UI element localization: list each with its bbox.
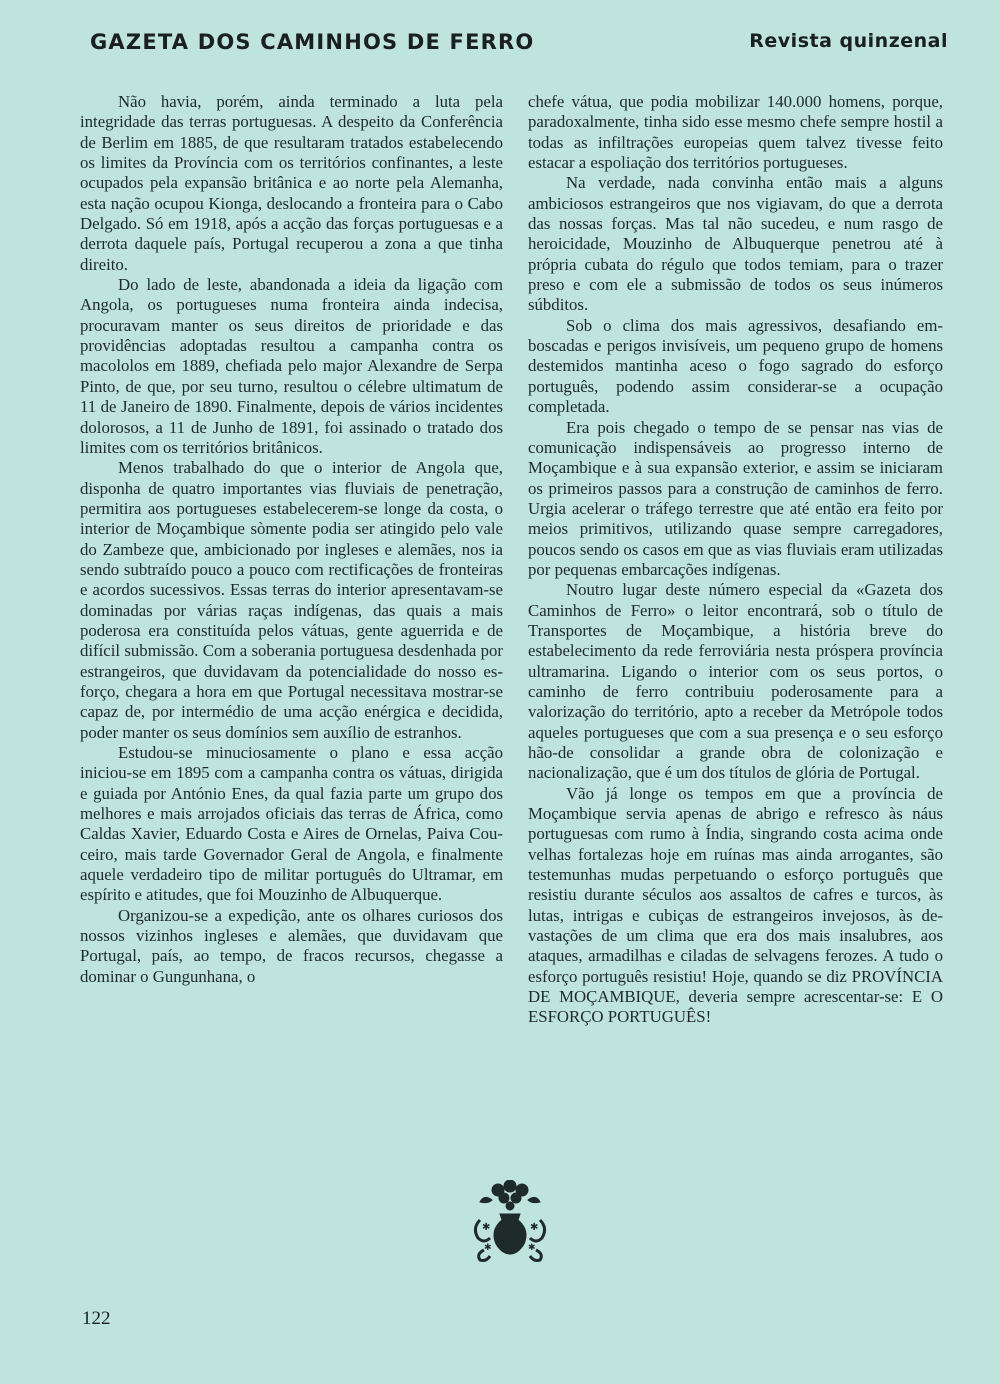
paragraph: chefe vátua, que podia mobilizar 140.000 homens, porque, paradoxalmente, tinha sido esse mesmo chefe sempre hostil a todas as infiltrações europeias quem talvez tivesse feito estacar a espoliação dos territórios portugueses. [528, 92, 943, 173]
publication-title: GAZETA DOS CAMINHOS DE FERRO [90, 30, 535, 54]
floral-vase-ornament-icon [470, 1180, 550, 1264]
svg-text:✱: ✱ [484, 1242, 492, 1252]
paragraph: Não havia, porém, ainda terminado a luta pela integridade das terras portuguesas. A despeito da Conferência de Berlim em 1885, de que resultaram tratados estabelecendo os limites da Província com os territórios confinantes, a leste ocupados pela expansão britânica e ao norte pela Alemanha, esta nação ocupou Kionga, deslocando a fronteira para o Cabo Delgado. Só em 1918, após a acção das forças portuguesas e a derrota daquele país, Portugal recuperou a zona a que tinha direito. [80, 92, 503, 274]
paragraph: Do lado de leste, abandonada a ideia da ligação com Angola, os portugueses numa fronteira ainda indecisa, procuravam manter os seus direitos de prioridade e das providências adoptadas resultou a campanha contra os macololos em 1889, chefiada pelo major Alexandre de Serpa Pinto, de que, por seu turno, resultou o célebre ultimatum de 11 de Janeiro de 1890. Finalmente, depois de vários incidentes dolorosos, a 11 de Junho de 1891, foi assinado o tratado dos limites com os territórios britânicos. [80, 275, 503, 457]
paragraph: Estudou-se minuciosamente o plano e essa acção iniciou-se em 1895 com a campanha contra os vátuas, dirigida e guiada por António Enes, da qual fazia parte um grupo dos melhores e mais arrojados oficiais das terras de África, como Caldas Xavier, Eduardo Costa e Aires de Ornelas, Paiva Couceiro, mais tarde Governador Geral de Angola, e finalmente aquele verdadeiro tipo de militar português do Ultramar, em espírito e atitudes, que foi Mouzinho de Albuquerque. [80, 743, 503, 905]
paragraph: Na verdade, nada convinha então mais a alguns ambiciosos estrangeiros que nos vigiavam, do que a derrota das nossas forças. Mas tal não sucedeu, e num rasgo de heroicidade, Mouzinho de Albuquerque penetrou até à própria cubata do régulo que todos temiam, para o trazer preso e com ele a submissão de todos os seus inúmeros súbditos. [528, 173, 943, 315]
page-number: 122 [82, 1308, 111, 1329]
paragraph: Era pois chegado o tempo de se pensar nas vias de comunicação indispensáveis ao progresso interno de Moçambique e à sua expansão exterior, e assim se iniciaram os primeiros passos para a construção de caminhos de ferro. Urgia acelerar o tráfego terrestre que até então era feito por meios primitivos, utilizando quase sempre carregadores, poucos sendo os casos em que as vias fluviais eram utilizadas por pequenas embarcações indígenas. [528, 417, 943, 579]
paragraph: Sob o clima dos mais agressivos, desafiando emboscadas e perigos invisíveis, um pequeno grupo de homens destemidos mantinha aceso o fogo sagrado do esforço português, podendo assim considerar-se a ocupação completada. [528, 315, 943, 417]
paragraph: Organizou-se a expedição, ante os olhares curiosos dos nossos vizinhos ingleses e alemães, que duvidavam que Portugal, país, ao tempo, de fracos recursos, chegasse a dominar o Gungunhana, o [80, 905, 503, 986]
right-column [528, 92, 943, 1028]
paragraph: Vão já longe os tempos em que a província de Moçambique servia apenas de abrigo e refresco às náus portuguesas com rumo à Índia, singrando costa acima onde velhas fortalezas hoje em ruínas mas ainda arrogantes, são testemunhas mudas perpetuando o esforço português que resistiu durante séculos aos assaltos de cafres e turcos, às lutas, intrigas e cubiças de estrangeiros invejosos, às devastações de um clima que era dos mais insalubres, aos ataques, armadilhas e ciladas de selvagens ferozes. A tudo o esforço português resistiu! Hoje, quando se diz PROVÍNCIA DE MOÇAMBIQUE, deveria sempre acrescentar-se: E O ESFORÇO PORTUGUÊS! [528, 783, 943, 1027]
paragraph: Noutro lugar deste número especial da «Gazeta dos Caminhos de Ferro» o leitor encontrará, sob o título de Transportes de Moçambique, a história breve do estabelecimento da rede ferroviária nesta próspera província ultramarina. Ligando o interior com os seus portos, o caminho de ferro contribuiu poderosamente para a valorização do território, apto a receber da Metrópole todos aqueles portugueses que com a sua presença e o seu esforço hão-de consolidar a grande obra de colonização e nacionalização, que é um dos títulos de glória de Portugal. [528, 580, 943, 783]
svg-text:✱: ✱ [530, 1222, 539, 1233]
left-column [80, 92, 503, 987]
publication-subtitle: Revista quinzenal [749, 30, 948, 52]
svg-text:✱: ✱ [482, 1222, 491, 1233]
page-header [0, 0, 1000, 80]
svg-text:✱: ✱ [528, 1242, 536, 1252]
paragraph: Menos trabalhado do que o interior de Angola que, disponha de quatro importantes vias fluviais de penetração, permitira aos portugueses estabelecerem-se longe da costa, o interior de Moçambique sòmente podia ser atingido pelo vale do Zambeze que, ambicionado por ingleses e alemães, nos ia sendo subtraído pouco a pouco com rectificações de fronteiras e acordos sucessivos. Essas terras do interior apresentavam-se dominadas por várias raças indígenas, das quais a mais poderosa era constituída pelos vátuas, gente aguerrida e de difícil submissão. Com a soberania portuguesa desdenhada por estrangeiros, que duvidavam da potencialidade do nosso esforço, chegara a hora em que Portugal necessitava mostrar-se capaz de, por intermédio de uma acção enérgica e decidida, poder manter os seus domínios sem auxílio de estranhos. [80, 458, 503, 742]
